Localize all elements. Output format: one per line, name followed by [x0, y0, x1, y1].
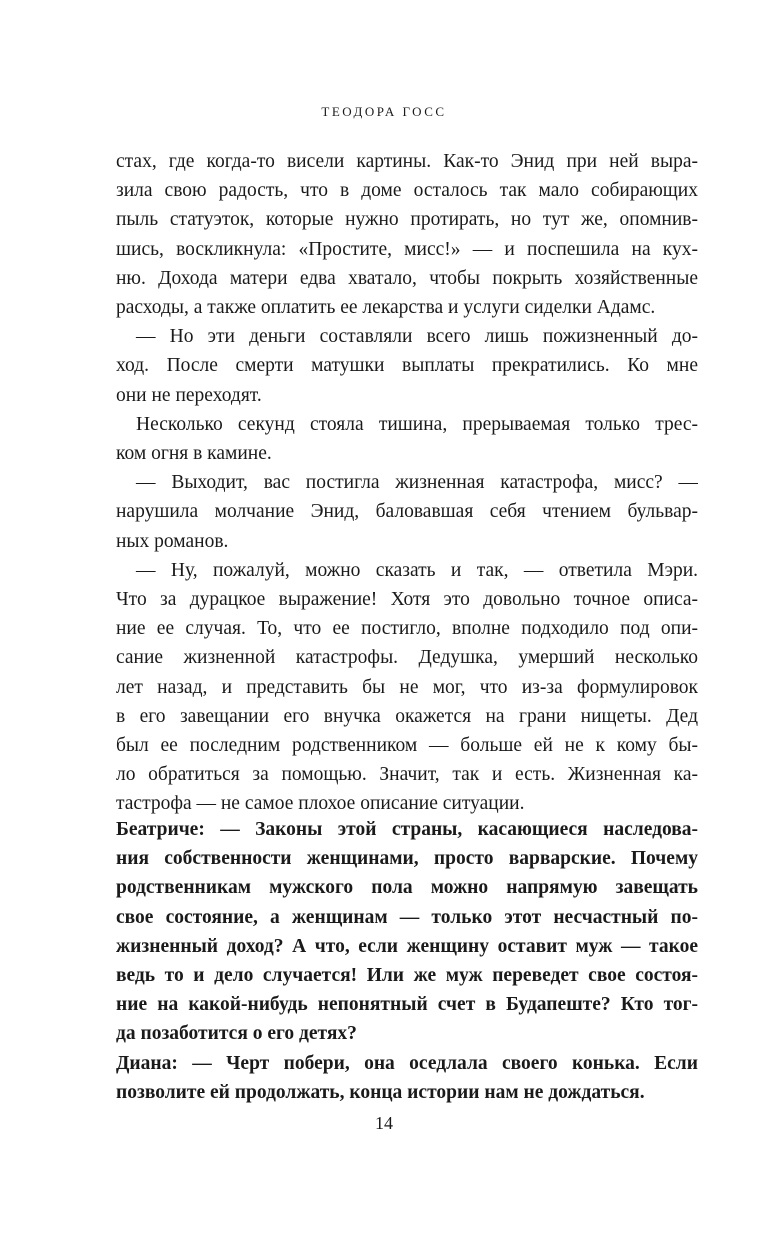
text-line: зила свою радость, что в доме осталось так мало собирающих — [116, 180, 698, 202]
text-line: тастрофа — не самое плохое описание ситуации. — [116, 793, 525, 815]
text-line: стах, где когда-то висели картины. Как-то Энид при ней выра- — [116, 151, 698, 172]
comment-line: Диана: — Черт побери, она оседлала своего конька. Если — [116, 1052, 698, 1074]
text-line: Что за дурацкое выражение! Хотя это довольно точное описа- — [116, 589, 698, 611]
text-line: ню. Дохода матери едва хватало, чтобы покрыть хозяйственные — [116, 267, 698, 289]
text-line: был ее последним родственником — больше ей не к кому бы- — [116, 735, 698, 757]
comment-line: ние на какой-нибудь непонятный счет в Будапеште? Кто тог- — [116, 994, 698, 1016]
comment-line: свое состояние, а женщинам — только этот несчастный по- — [116, 906, 698, 928]
text-line: пыль статуэток, которые нужно протирать, но тут же, опомнив- — [116, 209, 698, 231]
text-line: — Выходит, вас постигла жизненная катастрофа, мисс? — — [136, 472, 698, 494]
comment-line: жизненный доход? А что, если женщину оставит муж — такое — [116, 935, 698, 957]
comment-line: да позаботится о его детях? — [116, 1023, 357, 1045]
text-line: — Ну, пожалуй, можно сказать и так, — ответила Мэри. — [136, 559, 698, 581]
running-title: ТЕОДОРА ГОСС — [321, 104, 447, 119]
text-line: в его завещании его внучка окажется на грани нищеты. Дед — [116, 705, 698, 727]
text-line: ние ее случая. То, что ее постигло, вполне подходило под опи- — [116, 618, 698, 640]
text-line: они не переходят. — [116, 384, 262, 406]
text-line: ком огня в камине. — [116, 443, 272, 465]
commentary-text — [116, 815, 698, 1107]
comment-line: позволите ей продолжать, конца истории нам не дождаться. — [116, 1081, 645, 1103]
text-line: ход. После смерти матушки выплаты прекратились. Ко мне — [116, 355, 698, 377]
narrative-text — [116, 147, 698, 819]
text-line: ло обратиться за помощью. Значит, так и есть. Жизненная ка- — [116, 764, 698, 786]
text-line: сание жизненной катастрофы. Дедушка, умерший несколько — [116, 647, 698, 669]
text-line: ных романов. — [116, 530, 229, 552]
text-line: расходы, а также оплатить ее лекарства и услуги сиделки Адамс. — [116, 297, 656, 319]
text-line: нарушила молчание Энид, баловавшая себя чтением бульвар- — [116, 501, 698, 523]
comment-line: ведь то и дело случается! Или же муж переведет свое состоя- — [116, 965, 698, 987]
text-line: — Но эти деньги составляли всего лишь пожизненный до- — [136, 326, 698, 348]
comment-line: ния собственности женщинами, просто варварские. Почему — [116, 848, 698, 870]
text-line: Несколько секунд стояла тишина, прерываемая только трес- — [136, 413, 698, 435]
text-line: лет назад, и представить бы не мог, что из-за формулировок — [116, 676, 698, 698]
comment-line: родственникам мужского пола можно напрямую завещать — [116, 877, 698, 899]
comment-line: Беатриче: — Законы этой страны, касающиеся наследова- — [116, 819, 698, 840]
text-line: шись, воскликнула: «Простите, мисс!» — и поспешила на кух- — [116, 238, 698, 260]
page-number: 14 — [375, 1113, 393, 1133]
